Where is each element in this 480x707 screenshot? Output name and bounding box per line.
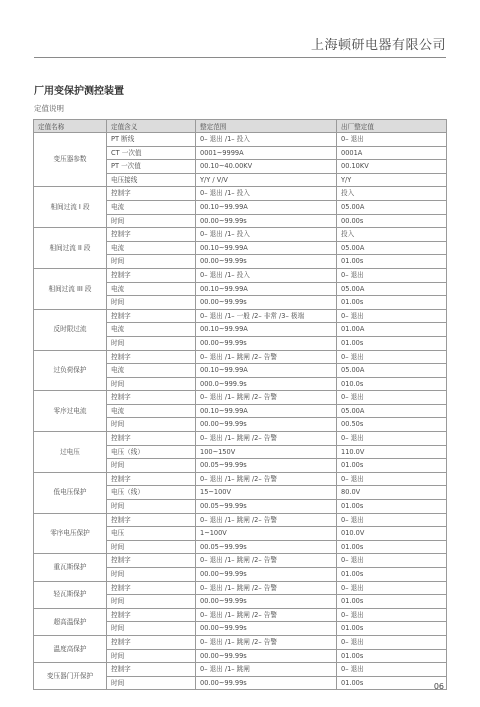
factory-value-cell: 05.00A: [337, 282, 447, 296]
setting-meaning-cell: 电流: [107, 282, 196, 296]
table-header-row: [34, 120, 447, 133]
setting-range-cell: 000.0~999.9s: [196, 377, 337, 391]
factory-value-cell: 01.00s: [337, 255, 447, 269]
factory-value-cell: 010.0V: [337, 527, 447, 541]
setting-meaning-cell: 控制字: [107, 228, 196, 242]
table-row: [34, 432, 447, 446]
setting-range-cell: 00.05~99.99s: [196, 540, 337, 554]
factory-value-cell: 05.00A: [337, 404, 447, 418]
setting-range-cell: 0– 退出 /1– 跳闸 /2– 告警: [196, 432, 337, 446]
setting-meaning-cell: 控制字: [107, 391, 196, 405]
factory-value-cell: 00.10KV: [337, 160, 447, 174]
setting-range-cell: 00.10~99.99A: [196, 282, 337, 296]
factory-value-cell: 0– 退出: [337, 268, 447, 282]
setting-meaning-cell: 控制字: [107, 268, 196, 282]
factory-value-cell: 05.00A: [337, 241, 447, 255]
group-name-cell: 变压器参数: [34, 133, 107, 187]
factory-value-cell: 01.00A: [337, 323, 447, 337]
factory-value-cell: 投入: [337, 187, 447, 201]
table-row: [34, 513, 447, 527]
table-body: [34, 133, 447, 690]
setting-meaning-cell: 电压: [107, 527, 196, 541]
setting-meaning-cell: 时间: [107, 255, 196, 269]
setting-range-cell: 00.05~99.99s: [196, 459, 337, 473]
group-name-cell: 相间过流 I 段: [34, 187, 107, 228]
setting-range-cell: 00.10~40.00KV: [196, 160, 337, 174]
column-header-setting-name: 定值名称: [34, 120, 107, 133]
setting-meaning-cell: 控制字: [107, 309, 196, 323]
setting-meaning-cell: 电流: [107, 323, 196, 337]
setting-range-cell: 00.00~99.99s: [196, 676, 337, 690]
group-name-cell: 重瓦斯保护: [34, 554, 107, 581]
factory-value-cell: 0– 退出: [337, 635, 447, 649]
setting-range-cell: 0– 退出 /1– 投入: [196, 133, 337, 147]
group-name-cell: 过电压: [34, 432, 107, 473]
group-name-cell: 零序过电流: [34, 391, 107, 432]
setting-meaning-cell: 时间: [107, 676, 196, 690]
factory-value-cell: 01.00s: [337, 568, 447, 582]
setting-meaning-cell: 控制字: [107, 472, 196, 486]
group-name-cell: 零序电压保护: [34, 513, 107, 554]
factory-value-cell: 01.00s: [337, 676, 447, 690]
factory-value-cell: 0001A: [337, 146, 447, 160]
setting-meaning-cell: 电流: [107, 200, 196, 214]
setting-meaning-cell: 电压（线）: [107, 486, 196, 500]
setting-range-cell: 00.10~99.99A: [196, 364, 337, 378]
header-rule: [34, 57, 446, 58]
setting-range-cell: 00.10~99.99A: [196, 241, 337, 255]
setting-range-cell: 0– 退出 /1– 跳闸 /2– 告警: [196, 608, 337, 622]
setting-meaning-cell: PT 一次值: [107, 160, 196, 174]
factory-value-cell: 0– 退出: [337, 309, 447, 323]
setting-range-cell: 0– 退出 /1– 跳闸 /2– 告警: [196, 472, 337, 486]
factory-value-cell: 0– 退出: [337, 472, 447, 486]
factory-value-cell: 投入: [337, 228, 447, 242]
setting-meaning-cell: 控制字: [107, 581, 196, 595]
setting-range-cell: Y/Y / V/V: [196, 173, 337, 187]
document-title: 厂用变保护测控装置: [34, 86, 124, 97]
table-row: [34, 350, 447, 364]
setting-meaning-cell: 时间: [107, 622, 196, 636]
factory-value-cell: 0– 退出: [337, 391, 447, 405]
factory-value-cell: 00.50s: [337, 418, 447, 432]
setting-meaning-cell: 时间: [107, 377, 196, 391]
table-row: [34, 391, 447, 405]
setting-meaning-cell: 时间: [107, 336, 196, 350]
group-name-cell: 低电压保护: [34, 472, 107, 513]
table-row: [34, 635, 447, 649]
setting-meaning-cell: 时间: [107, 296, 196, 310]
table-row: [34, 663, 447, 677]
section-label: 定值说明: [34, 104, 64, 113]
factory-value-cell: 05.00A: [337, 200, 447, 214]
group-name-cell: 变压器门开保护: [34, 663, 107, 690]
setting-meaning-cell: 控制字: [107, 432, 196, 446]
factory-value-cell: 01.00s: [337, 595, 447, 609]
table-row: [34, 228, 447, 242]
setting-range-cell: 00.00~99.99s: [196, 568, 337, 582]
setting-range-cell: 00.05~99.99s: [196, 500, 337, 514]
table-row: [34, 309, 447, 323]
setting-range-cell: 0– 退出 /1– 跳闸 /2– 告警: [196, 635, 337, 649]
setting-meaning-cell: 控制字: [107, 513, 196, 527]
setting-meaning-cell: 电压接线: [107, 173, 196, 187]
setting-meaning-cell: 控制字: [107, 608, 196, 622]
factory-value-cell: 010.0s: [337, 377, 447, 391]
factory-value-cell: 01.00s: [337, 296, 447, 310]
table-row: [34, 268, 447, 282]
setting-range-cell: 0– 退出 /1– 跳闸: [196, 663, 337, 677]
setting-range-cell: 00.00~99.99s: [196, 418, 337, 432]
factory-value-cell: 0– 退出: [337, 350, 447, 364]
factory-value-cell: 05.00A: [337, 364, 447, 378]
setting-range-cell: 00.00~99.99s: [196, 296, 337, 310]
table-row: [34, 187, 447, 201]
setting-range-cell: 00.10~99.99A: [196, 323, 337, 337]
setting-range-cell: 0– 退出 /1– 投入: [196, 268, 337, 282]
setting-range-cell: 0001~9999A: [196, 146, 337, 160]
factory-value-cell: 01.00s: [337, 336, 447, 350]
group-name-cell: 超高温保护: [34, 608, 107, 635]
setting-meaning-cell: 时间: [107, 459, 196, 473]
setting-meaning-cell: CT 一次值: [107, 146, 196, 160]
page-number: 06: [433, 682, 444, 691]
table-row: [34, 133, 447, 147]
setting-meaning-cell: 时间: [107, 568, 196, 582]
setting-meaning-cell: 控制字: [107, 635, 196, 649]
table-row: [34, 554, 447, 568]
setting-range-cell: 00.10~99.99A: [196, 200, 337, 214]
group-name-cell: 过负荷保护: [34, 350, 107, 391]
setting-range-cell: 0– 退出 /1– 投入: [196, 228, 337, 242]
setting-meaning-cell: 时间: [107, 649, 196, 663]
setting-range-cell: 1~100V: [196, 527, 337, 541]
setting-range-cell: 00.00~99.99s: [196, 255, 337, 269]
setting-range-cell: 00.00~99.99s: [196, 214, 337, 228]
setting-meaning-cell: 时间: [107, 500, 196, 514]
setting-range-cell: 15~100V: [196, 486, 337, 500]
setting-range-cell: 0– 退出 /1– 跳闸 /2– 告警: [196, 513, 337, 527]
setting-range-cell: 00.00~99.99s: [196, 336, 337, 350]
setting-range-cell: 0– 退出 /1– 跳闸 /2– 告警: [196, 391, 337, 405]
setting-meaning-cell: 时间: [107, 595, 196, 609]
setting-range-cell: 0– 退出 /1– 跳闸 /2– 告警: [196, 350, 337, 364]
setting-range-cell: 0– 退出 /1– 跳闸 /2– 告警: [196, 581, 337, 595]
group-name-cell: 反时限过流: [34, 309, 107, 350]
setting-range-cell: 0– 退出 /1– 投入: [196, 187, 337, 201]
factory-value-cell: Y/Y: [337, 173, 447, 187]
group-name-cell: 相间过流 III 段: [34, 268, 107, 309]
setting-meaning-cell: 控制字: [107, 663, 196, 677]
setting-meaning-cell: 电压（线）: [107, 445, 196, 459]
factory-value-cell: 0– 退出: [337, 554, 447, 568]
setting-range-cell: 100~150V: [196, 445, 337, 459]
factory-value-cell: 01.00s: [337, 540, 447, 554]
factory-value-cell: 0– 退出: [337, 432, 447, 446]
group-name-cell: 轻瓦斯保护: [34, 581, 107, 608]
setting-meaning-cell: 电流: [107, 364, 196, 378]
factory-value-cell: 0– 退出: [337, 663, 447, 677]
setting-range-cell: 00.00~99.99s: [196, 649, 337, 663]
factory-value-cell: 110.0V: [337, 445, 447, 459]
factory-value-cell: 01.00s: [337, 459, 447, 473]
setting-meaning-cell: PT 断线: [107, 133, 196, 147]
setting-range-cell: 00.10~99.99A: [196, 404, 337, 418]
table-row: [34, 608, 447, 622]
setting-meaning-cell: 电流: [107, 241, 196, 255]
factory-value-cell: 01.00s: [337, 649, 447, 663]
column-header-factory-value: 出厂整定值: [337, 120, 447, 133]
factory-value-cell: 0– 退出: [337, 133, 447, 147]
factory-value-cell: 01.00s: [337, 500, 447, 514]
setting-meaning-cell: 时间: [107, 418, 196, 432]
group-name-cell: 温度高保护: [34, 635, 107, 662]
group-name-cell: 相间过流 II 段: [34, 228, 107, 269]
column-header-setting-range: 整定范围: [196, 120, 337, 133]
setting-meaning-cell: 时间: [107, 214, 196, 228]
setting-meaning-cell: 控制字: [107, 187, 196, 201]
factory-value-cell: 0– 退出: [337, 581, 447, 595]
setting-meaning-cell: 控制字: [107, 350, 196, 364]
factory-value-cell: 80.0V: [337, 486, 447, 500]
factory-value-cell: 0– 退出: [337, 608, 447, 622]
factory-value-cell: 01.00s: [337, 622, 447, 636]
column-header-setting-meaning: 定值含义: [107, 120, 196, 133]
table-row: [34, 581, 447, 595]
settings-table: [33, 119, 447, 690]
setting-meaning-cell: 电流: [107, 404, 196, 418]
setting-range-cell: 00.00~99.99s: [196, 595, 337, 609]
factory-value-cell: 0– 退出: [337, 513, 447, 527]
setting-meaning-cell: 时间: [107, 540, 196, 554]
setting-range-cell: 0– 退出 /1– 一般 /2– 非常 /3– 极端: [196, 309, 337, 323]
setting-range-cell: 0– 退出 /1– 跳闸 /2– 告警: [196, 554, 337, 568]
table-row: [34, 472, 447, 486]
factory-value-cell: 00.00s: [337, 214, 447, 228]
company-name: 上海顿研电器有限公司: [310, 38, 446, 53]
setting-meaning-cell: 控制字: [107, 554, 196, 568]
setting-range-cell: 00.00~99.99s: [196, 622, 337, 636]
